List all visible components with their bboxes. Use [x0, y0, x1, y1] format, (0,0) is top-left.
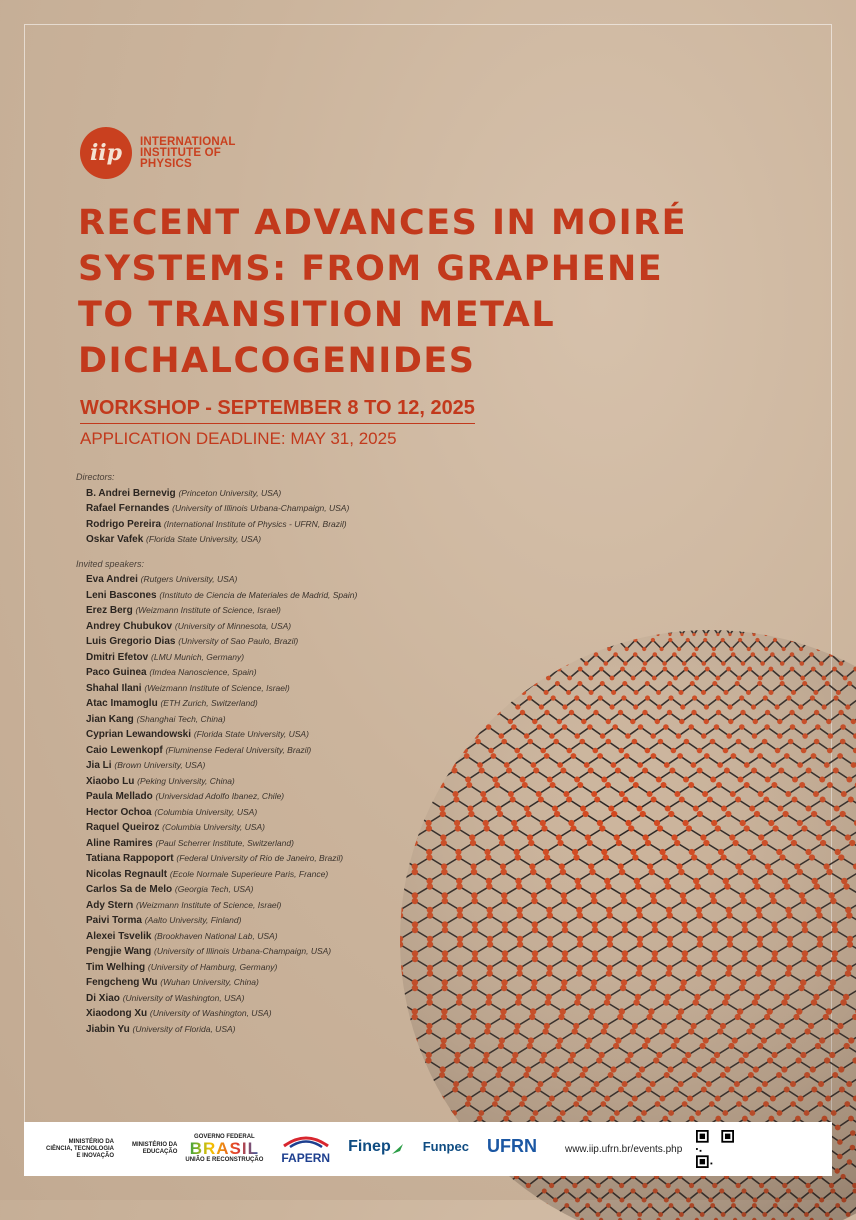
speaker-entry [76, 867, 357, 883]
speaker-entry [76, 712, 357, 728]
mec-logo[interactable] [132, 1142, 177, 1156]
speaker-entry [76, 851, 357, 867]
speaker-name: Luis Gregorio Dias [86, 636, 175, 647]
finep-logo[interactable] [348, 1139, 405, 1159]
fapern-eye-icon [282, 1134, 330, 1150]
mcti-line: CIÊNCIA, TECNOLOGIA [46, 1146, 114, 1153]
speaker-entry [76, 805, 357, 821]
logo-line: INSTITUTE OF [140, 148, 236, 159]
speaker-affiliation: (University of Sao Paulo, Brazil) [178, 636, 298, 646]
sponsor-footer [24, 1122, 832, 1176]
iip-logo-mark: iip [80, 127, 132, 179]
speaker-affiliation: (Ecole Normale Superieure Paris, France) [170, 869, 328, 879]
speaker-name: Raquel Queiroz [86, 822, 159, 833]
speaker-affiliation: (University of Washington, USA) [123, 993, 245, 1003]
speaker-entry [76, 991, 357, 1007]
mec-line: MINISTÉRIO DA [132, 1142, 177, 1149]
speaker-entry [76, 650, 357, 666]
speaker-name: Shahal Ilani [86, 683, 142, 694]
poster-title [78, 200, 698, 384]
director-entry [76, 501, 357, 517]
ufrn-label: UFRN [487, 1138, 537, 1155]
speakers-label: Invited speakers: [76, 557, 357, 573]
speaker-name: Ady Stern [86, 900, 133, 911]
speaker-name: Paivi Torma [86, 915, 142, 926]
speaker-name: Paco Guinea [86, 667, 147, 678]
speaker-affiliation: (Fluminense Federal University, Brazil) [165, 745, 311, 755]
speaker-name: Eva Andrei [86, 574, 138, 585]
director-name: Oskar Vafek [86, 534, 143, 545]
speaker-affiliation: (Brookhaven National Lab, USA) [154, 931, 277, 941]
speaker-name: Hector Ochoa [86, 807, 152, 818]
funpec-logo[interactable] [423, 1140, 469, 1158]
speaker-affiliation: (Florida State University, USA) [194, 729, 309, 739]
speaker-name: Aline Ramires [86, 838, 153, 849]
director-entry [76, 517, 357, 533]
speaker-affiliation: (Wuhan University, China) [160, 977, 259, 987]
speaker-name: Cyprian Lewandowski [86, 729, 191, 740]
speaker-affiliation: (Weizmann Institute of Science, Israel) [135, 605, 280, 615]
fapern-label: FAPERN [281, 1152, 330, 1164]
iip-logo[interactable] [80, 127, 236, 179]
speaker-entry [76, 696, 357, 712]
funpec-label: Funpec [423, 1140, 469, 1153]
speaker-name: Carlos Sa de Melo [86, 884, 172, 895]
mec-line: EDUCAÇÃO [132, 1149, 177, 1156]
speaker-affiliation: (Universidad Adolfo Ibanez, Chile) [155, 791, 284, 801]
speaker-name: Pengjie Wang [86, 946, 151, 957]
speaker-entry [76, 634, 357, 650]
speaker-entry [76, 898, 357, 914]
director-entry [76, 532, 357, 548]
speaker-name: Paula Mellado [86, 791, 153, 802]
speaker-entry [76, 836, 357, 852]
speaker-name: Tim Welhing [86, 962, 145, 973]
mcti-line: E INOVAÇÃO [46, 1153, 114, 1160]
speaker-affiliation: (Instituto de Ciencia de Materiales de Madrid, Spain) [159, 590, 357, 600]
ufrn-logo[interactable] [487, 1138, 537, 1160]
speaker-affiliation: (Columbia University, USA) [162, 822, 265, 832]
speaker-affiliation: (Federal University of Rio de Janeiro, Brazil) [176, 853, 343, 863]
finep-arrow-icon [391, 1142, 405, 1156]
directors-label: Directors: [76, 470, 357, 486]
speaker-name: Caio Lewenkopf [86, 745, 163, 756]
speaker-affiliation: (Weizmann Institute of Science, Israel) [144, 683, 289, 693]
iip-logo-text [140, 137, 236, 170]
gov-sub: UNIÃO E RECONSTRUÇÃO [185, 1157, 263, 1164]
speaker-entry [76, 727, 357, 743]
speaker-affiliation: (University of Minnesota, USA) [175, 621, 291, 631]
speaker-name: Fengcheng Wu [86, 977, 157, 988]
speaker-affiliation: (University of Hamburg, Germany) [148, 962, 277, 972]
workshop-dates: WORKSHOP - SEPTEMBER 8 TO 12, 2025 [80, 397, 475, 424]
speaker-name: Erez Berg [86, 605, 133, 616]
gov-top: GOVERNO FEDERAL [185, 1134, 263, 1141]
speaker-name: Dmitri Efetov [86, 652, 148, 663]
speaker-affiliation: (Paul Scherrer Institute, Switzerland) [155, 838, 293, 848]
title-line: TO TRANSITION METAL [78, 292, 698, 338]
speaker-entry [76, 882, 357, 898]
speaker-affiliation: (University of Washington, USA) [150, 1008, 272, 1018]
speaker-entry [76, 960, 357, 976]
director-affiliation: (Florida State University, USA) [146, 534, 261, 544]
speaker-name: Nicolas Regnault [86, 869, 167, 880]
speaker-affiliation: (LMU Munich, Germany) [151, 652, 244, 662]
speaker-entry [76, 789, 357, 805]
speaker-entry [76, 681, 357, 697]
speaker-entry [76, 913, 357, 929]
speaker-entry [76, 1006, 357, 1022]
speaker-affiliation: (Shanghai Tech, China) [137, 714, 226, 724]
mcti-logo[interactable] [46, 1139, 114, 1160]
speaker-name: Xiaodong Xu [86, 1008, 147, 1019]
moire-sphere-illustration [380, 520, 856, 1220]
speaker-entry [76, 588, 357, 604]
fapern-logo[interactable] [281, 1134, 330, 1164]
speaker-affiliation: (ETH Zurich, Switzerland) [160, 698, 257, 708]
finep-label: Finep [348, 1139, 391, 1154]
qr-code-icon[interactable] [696, 1130, 734, 1168]
speaker-name: Andrey Chubukov [86, 621, 172, 632]
title-line: SYSTEMS: FROM GRAPHENE [78, 246, 698, 292]
speaker-affiliation: (Rutgers University, USA) [141, 574, 238, 584]
governo-federal-logo[interactable] [185, 1134, 263, 1164]
speaker-entry [76, 758, 357, 774]
mcti-line: MINISTÉRIO DA [46, 1139, 114, 1146]
director-name: Rodrigo Pereira [86, 519, 161, 530]
application-deadline: APPLICATION DEADLINE: MAY 31, 2025 [80, 429, 397, 449]
speaker-affiliation: (University of Illinois Urbana-Champaign, USA) [154, 946, 331, 956]
speaker-affiliation: (Aalto University, Finland) [145, 915, 242, 925]
speaker-name: Xiaobo Lu [86, 776, 134, 787]
director-entry [76, 486, 357, 502]
speaker-name: Jia Li [86, 760, 112, 771]
speaker-affiliation: (Weizmann Institute of Science, Israel) [136, 900, 281, 910]
speaker-entry [76, 929, 357, 945]
speaker-entry [76, 774, 357, 790]
speaker-entry [76, 743, 357, 759]
events-url-link[interactable]: www.iip.ufrn.br/events.php [565, 1144, 682, 1155]
logo-line: INTERNATIONAL [140, 137, 236, 148]
speaker-name: Jian Kang [86, 714, 134, 725]
speaker-affiliation: (Columbia University, USA) [154, 807, 257, 817]
speaker-entry [76, 1022, 357, 1038]
speaker-entry [76, 572, 357, 588]
speaker-name: Alexei Tsvelik [86, 931, 151, 942]
speaker-entry [76, 603, 357, 619]
speakers-list [76, 572, 357, 1037]
director-affiliation: (International Institute of Physics - UFRN, Brazil) [164, 519, 347, 529]
speaker-entry [76, 619, 357, 635]
director-name: Rafael Fernandes [86, 503, 169, 514]
director-name: B. Andrei Bernevig [86, 488, 176, 499]
speaker-affiliation: (Georgia Tech, USA) [175, 884, 254, 894]
director-affiliation: (Princeton University, USA) [178, 488, 281, 498]
speaker-name: Atac Imamoglu [86, 698, 158, 709]
director-affiliation: (University of Illinois Urbana-Champaign, USA) [172, 503, 349, 513]
speaker-entry [76, 820, 357, 836]
speaker-name: Di Xiao [86, 993, 120, 1004]
speaker-name: Leni Bascones [86, 590, 157, 601]
speaker-affiliation: (Imdea Nanoscience, Spain) [149, 667, 256, 677]
speaker-entry [76, 975, 357, 991]
speaker-affiliation: (University of Florida, USA) [133, 1024, 236, 1034]
people-section [76, 470, 357, 1037]
speaker-name: Tatiana Rappoport [86, 853, 174, 864]
speaker-affiliation: (Brown University, USA) [114, 760, 205, 770]
speaker-name: Jiabin Yu [86, 1024, 130, 1035]
speaker-entry [76, 944, 357, 960]
speaker-affiliation: (Peking University, China) [137, 776, 235, 786]
title-line: RECENT ADVANCES IN MOIRÉ [78, 200, 698, 246]
directors-list [76, 486, 357, 548]
title-line: DICHALCOGENIDES [78, 338, 698, 384]
speaker-entry [76, 665, 357, 681]
gov-brasil-word: BRASIL [185, 1141, 263, 1157]
logo-line: PHYSICS [140, 159, 236, 170]
